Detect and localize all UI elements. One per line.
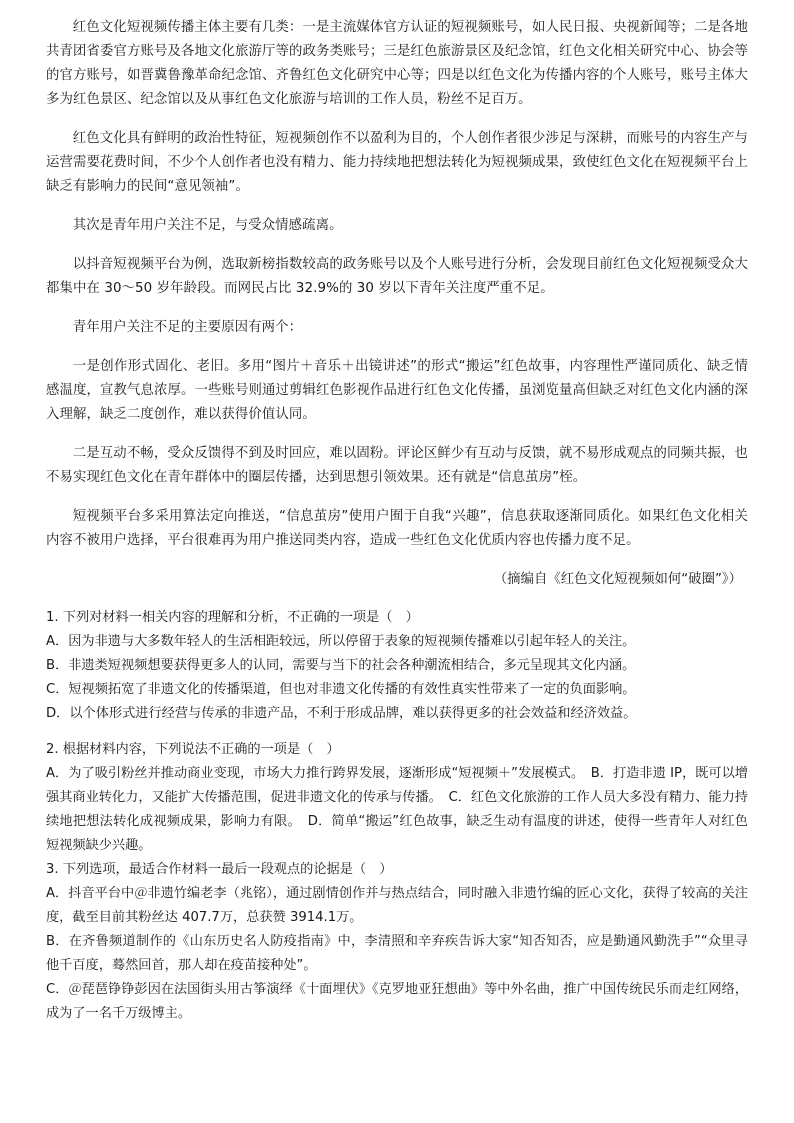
passage-paragraph-2: 红色文化具有鲜明的政治性特征，短视频创作不以盈利为目的，个人创作者很少涉足与深耕，而账号的内容生产与运营需要花费时间，不少个人创作者也没有精力、能力持续地把想法转化为短视频成果，致使红色文化在短视频平台上缺乏有影响力的民间“意见领袖”。: [46, 131, 748, 194]
question-3: [46, 858, 748, 1026]
question-option-b: B．非遗类短视频想要获得更多人的认同，需要与当下的社会各种潮流相结合，多元呈现其文化内涵。: [46, 658, 636, 673]
passage-paragraph-1: 红色文化短视频传播主体主要有几类：一是主流媒体官方认证的短视频账号，如人民日报、央视新闻等；二是各地共青团省委官方账号及各地文化旅游厅等的政务类账号；三是红色旅游景区及纪念馆，红色文化相关研究中心、协会等的官方账号，如晋冀鲁豫革命纪念馆、齐鲁红色文化研究中心等；四是以红色文化为传播内容的个人账号，账号主体大多为红色景区、纪念馆以及从事红色文化旅游与培训的工作人员，粉丝不足百万。: [46, 20, 748, 107]
question-option-b: B．在齐鲁频道制作的《山东历史名人防疫指南》中，李清照和辛弃疾告诉大家“知否知否，应是勤通风勤洗手”“众里寻他千百度，蓦然回首，那人却在疫苗接种处”。: [46, 934, 748, 973]
question-stem: 2. 根据材料内容，下列说法不正确的一项是（ ）: [46, 742, 340, 757]
passage-paragraph-6: 一是创作形式固化、老旧。多用“图片＋音乐＋出镜讲述”的形式“搬运”红色故事，内容理性严谨同质化、缺乏情感温度，宣教气息浓厚。一些账号则通过剪辑红色影视作品进行红色文化传播，虽浏览量高但缺乏对红色文化内涵的深入理解，缺乏二度创作，难以获得价值认同。: [46, 359, 748, 422]
question-option-d: D．以个体形式进行经营与传承的非遗产品，不利于形成品牌，难以获得更多的社会效益和经济效益。: [46, 706, 637, 721]
question-option-c: C．短视频拓宽了非遗文化的传播渠道，但也对非遗文化传播的有效性真实性带来了一定的负面影响。: [46, 682, 636, 697]
question-option-c: C．＠琵琶铮铮彭因在法国街头用古筝演绎《十面埋伏》《克罗地亚狂想曲》等中外名曲，推广中国传统民乐而走红网络，成为了一名千万级博主。: [46, 982, 748, 1021]
question-options-inline: A．为了吸引粉丝并推动商业变现，市场大力推行跨界发展，逐渐形成“短视频＋”发展模式。 B．打造非遗 IP，既可以增强其商业转化力，又能扩大传播范围，促进非遗文化的传承与传播。 C．红色文化旅游的工作人员大多没有精力、能力持续地把想法转化成视频成果，影响力有限。 D．简单“搬运”红色故事，缺乏生动有温度的讲述，使得一些青年人对红色短视频缺少兴趣。: [46, 766, 748, 853]
question-option-a: A．抖音平台中＠非遗竹编老李（兆铭），通过剧情创作并与热点结合，同时融入非遗竹编的匠心文化，获得了较高的关注度，截至目前其粉丝达 407.7万，总获赞 3914.1万。: [46, 886, 748, 925]
source-citation: （摘编自《红色文化短视频如何“破圈”》）: [493, 572, 742, 587]
document-page: [46, 16, 748, 1038]
question-stem: 1. 下列对材料一相关内容的理解和分析，不正确的一项是（ ）: [46, 610, 419, 625]
question-1: [46, 606, 748, 726]
passage-paragraph-8: 短视频平台多采用算法定向推送，“信息茧房”使用户囿于自我“兴趣”，信息获取逐渐同质化。如果红色文化相关内容不被用户选择，平台很难再为用户推送同类内容，造成一些红色文化优质内容也传播力度不足。: [46, 509, 748, 548]
passage-paragraph-4: 以抖音短视频平台为例，选取新榜指数较高的政务账号以及个人账号进行分析，会发现目前红色文化短视频受众大都集中在 30～50 岁年龄段。而网民占比 32.9%的 30 岁以下青年关注度严重不足。: [46, 257, 748, 296]
passage-paragraph-5: 青年用户关注不足的主要原因有两个：: [72, 320, 303, 335]
passage-paragraph-7: 二是互动不畅，受众反馈得不到及时回应，难以固粉。评论区鲜少有互动与反馈，就不易形成观点的同频共振，也不易实现红色文化在青年群体中的圈层传播，达到思想引领效果。还有就是“信息茧房”桎。: [46, 446, 748, 485]
question-stem: 3. 下列选项，最适合作材料一最后一段观点的论据是（ ）: [46, 862, 393, 877]
question-option-a: A．因为非遗与大多数年轻人的生活相距较远，所以停留于表象的短视频传播难以引起年轻人的关注。: [46, 634, 636, 649]
passage-paragraph-3: 其次是青年用户关注不足，与受众情感疏离。: [72, 218, 343, 233]
question-2: [46, 738, 748, 858]
